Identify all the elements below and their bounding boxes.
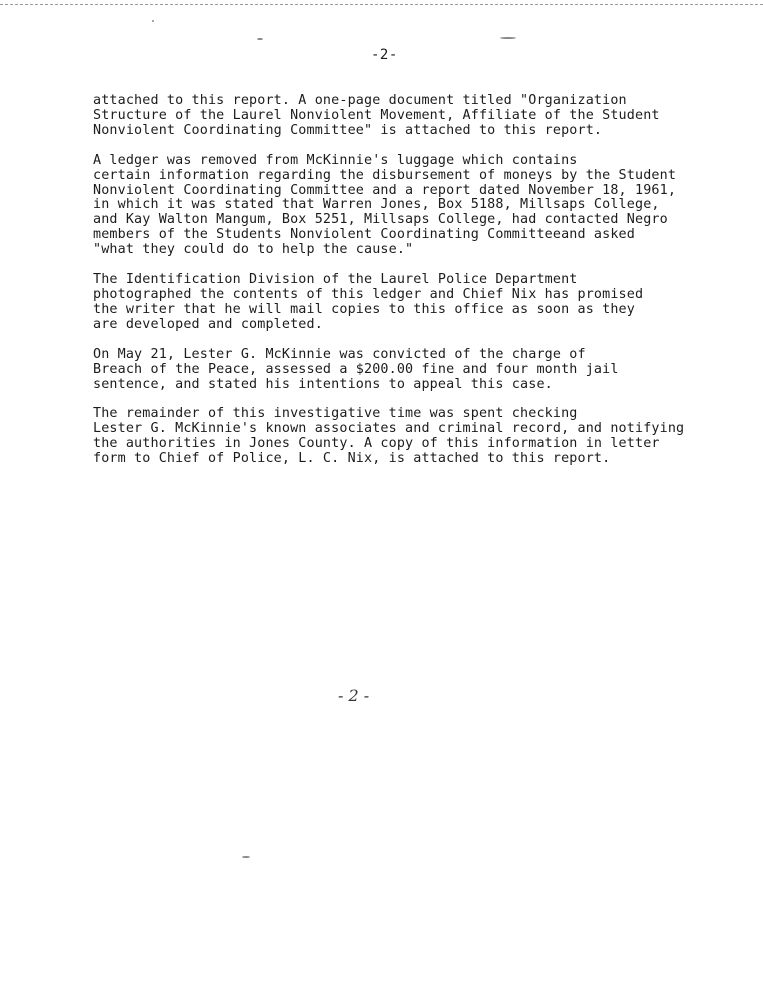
paragraph-ledger: A ledger was removed from McKinnie's luggage which contains certain information regarding the disbursement of moneys by the Student Nonviolent Coordinating Committee and a report dated November 18, 1961, in which it was stated that Warren Jones, Box 5188, Millsaps College, and Kay Walton Mangum, Box 5251, Millsaps College, had contacted Negro members of the Students Nonviolent Coordinating Committeeand asked "what they could do to help the cause." — [93, 152, 677, 258]
paragraph-remainder: The remainder of this investigative time was spent checking Lester G. McKinnie's known associates and criminal record, and notifying the authorities in Jones County. A copy of this information in letter form to Chief of Police, L. C. Nix, is attached to this report. — [93, 406, 685, 467]
report-body — [93, 94, 753, 482]
paragraph-attachments: attached to this report. A one-page document titled "Organization Structure of the Laurel Nonviolent Movement, Affiliate of the Student Nonviolent Coordinating Committee" is attached to this report. — [93, 93, 660, 138]
page-number-top: -2- — [371, 47, 398, 63]
scan-speck — [152, 20, 154, 22]
paragraph-conviction: On May 21, Lester G. McKinnie was convicted of the charge of Breach of the Peace, assessed a $200.00 fine and four month jail sentence, and stated his intentions to appeal this case. — [93, 346, 619, 392]
scan-speck — [257, 38, 263, 40]
scan-speck — [242, 856, 250, 858]
paragraph-identification-division: The Identification Division of the Laurel Police Department photographed the contents of this ledger and Chief Nix has promised the writer that he will mail copies to this office as soon as they are developed and completed. — [93, 272, 644, 332]
handwritten-page-number: - 2 - — [338, 686, 370, 705]
scan-speck — [500, 37, 516, 39]
top-border-rule — [0, 4, 763, 5]
